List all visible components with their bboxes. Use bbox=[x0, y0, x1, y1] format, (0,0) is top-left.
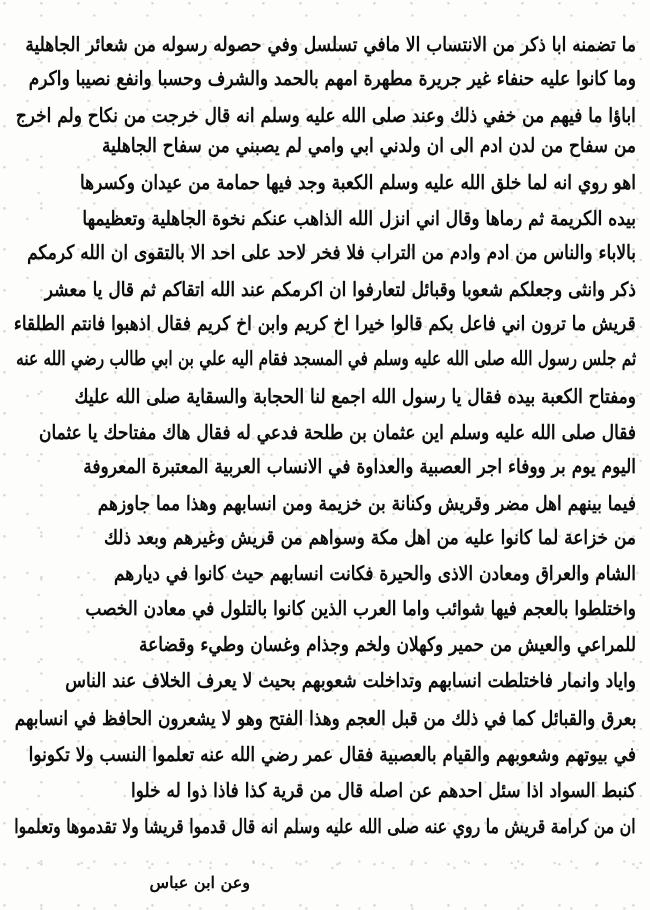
manuscript-line-text: في بيوتهم وشعوبهم والقيام بالعصبية فقال عمر رضي الله عنه تعلموا النسب ولا تكونوا bbox=[28, 743, 636, 767]
manuscript-line-text: بيده الكريمة ثم رماها وقال اني انزل الله الذاهب عنكم نخوة الجاهلية وتعظيمها bbox=[82, 207, 636, 231]
manuscript-line bbox=[14, 559, 636, 589]
manuscript-line bbox=[14, 666, 636, 696]
manuscript-line bbox=[14, 489, 636, 519]
manuscript-line bbox=[14, 594, 636, 624]
manuscript-line-text: الشام والعراق ومعادن الاذى والحيرة فكانت انسابهم حيث كانوا في ديارهم bbox=[113, 562, 636, 586]
manuscript-line bbox=[14, 418, 636, 448]
manuscript-line bbox=[20, 452, 636, 482]
manuscript-line-text: اباؤا ما فيهم من خفي ذلك وعند صلى الله عليه وسلم انه قال خرجت من نكاح ولم اخرج bbox=[16, 104, 636, 128]
manuscript-line-text: ان من كرامة قريش ما روي عنه صلى الله عليه وسلم انه قال قدموا قريشا ولا تقدموها وتعلموا bbox=[14, 815, 636, 839]
manuscript-line-text: من خزاعة لما كانوا عليه من اهل مكة وسواهم من قريش وغيرهم وبعد ذلك bbox=[103, 526, 636, 550]
manuscript-line bbox=[14, 704, 636, 734]
manuscript-line bbox=[14, 168, 636, 198]
manuscript-line-text: فقال صلى الله عليه وسلم اين عثمان بن طلحة فدعي له فقال هاك مفتاحك يا عثمان bbox=[38, 421, 636, 445]
manuscript-line-text: اهو روي انه لما خلق الله عليه وسلم الكعبة وجد فيها حمامة من عيدان وكسرها bbox=[79, 171, 636, 195]
manuscript-line bbox=[14, 812, 636, 842]
manuscript-line bbox=[14, 309, 636, 339]
manuscript-line-text: اليوم يوم بر ووفاء اجر العصبية والعداوة في الانساب العربية المعتبرة المعروفة bbox=[83, 455, 636, 479]
manuscript-line-text: واختلطوا بالعجم فيها شوائب واما العرب الذين كانوا بالتلول في معادن الخصب bbox=[85, 597, 636, 621]
manuscript-line bbox=[14, 776, 636, 806]
manuscript-line bbox=[16, 101, 636, 131]
manuscript-closing-line: وعن ابن عباس bbox=[149, 873, 250, 892]
manuscript-line-text: ما تضمنه ابا ذكر من الانتساب الا مافي تسلسل وفي حصوله رسوله من شعائر الجاهلية bbox=[25, 33, 636, 57]
manuscript-line-text: فيما بينهم اهل مضر وقريش وكنانة بن خزيمة ومن انسابهم وهذا مما جاوزهم bbox=[97, 492, 636, 516]
manuscript-line bbox=[60, 382, 636, 412]
manuscript-line-text: من سفاح من لدن ادم الى ان ولدني ابي وامي لم يصبني من سفاح الجاهلية bbox=[101, 134, 636, 158]
manuscript-line-text: بالاباء والناس من ادم وادم من التراب فلا فخر لاحد على احد الا بالتقوى ان الله كرمكم bbox=[27, 241, 636, 265]
manuscript-line bbox=[14, 740, 636, 770]
manuscript-line bbox=[14, 30, 636, 60]
manuscript-line-text: ومفتاح الكعبة بيده فقال يا رسول الله اجمع لنا الحجابة والسقاية صلى الله عليك bbox=[74, 385, 636, 409]
manuscript-line-text: ثم جلس رسول الله صلى الله عليه وسلم في المسجد فقام اليه علي بن ابي طالب رضي الله عنه bbox=[16, 347, 636, 371]
manuscript-line-text: كنبط السواد اذا سئل احدهم عن اصله قال من قرية كذا فاذا ذوا له خلوا bbox=[130, 779, 636, 803]
manuscript-line-text: للمراعي والعيش من حمير وكهلان ولخم وجذام وغسان وطيء وقضاعة bbox=[138, 633, 636, 657]
manuscript-line-text: واياد وانمار فاختلطت انسابهم وتداخلت شعوبهم بحيث لا يعرف الخلاف عند الناس bbox=[65, 669, 636, 693]
manuscript-line-text: وما كانوا عليه حنفاء غير جريرة مطهرة امهم بالحمد والشرف وحسبا وانفع نصيبا واكرم bbox=[28, 67, 636, 91]
manuscript-line bbox=[16, 344, 636, 374]
manuscript-line bbox=[16, 275, 636, 305]
manuscript-line bbox=[14, 630, 636, 660]
manuscript-line-text: بعرق والقبائل كما في ذلك من قبل العجم وهذا الفتح وهو لا يشعرون الحافظ في انسابهم bbox=[14, 707, 636, 731]
manuscript-line bbox=[14, 64, 636, 94]
manuscript-line bbox=[14, 131, 636, 161]
manuscript-line bbox=[14, 238, 636, 268]
manuscript-line bbox=[14, 523, 636, 553]
manuscript-line-text: قريش ما ترون اني فاعل بكم قالوا خيرا اخ كريم وابن اخ كريم فقال اذهبوا فانتم الطلقاء bbox=[14, 312, 636, 336]
manuscript-line-text: ذكر وانثى وجعلكم شعوبا وقبائل لتعارفوا ان اكرمكم عند الله اتقاكم ثم قال يا معشر bbox=[44, 278, 636, 302]
manuscript-line bbox=[14, 204, 636, 234]
